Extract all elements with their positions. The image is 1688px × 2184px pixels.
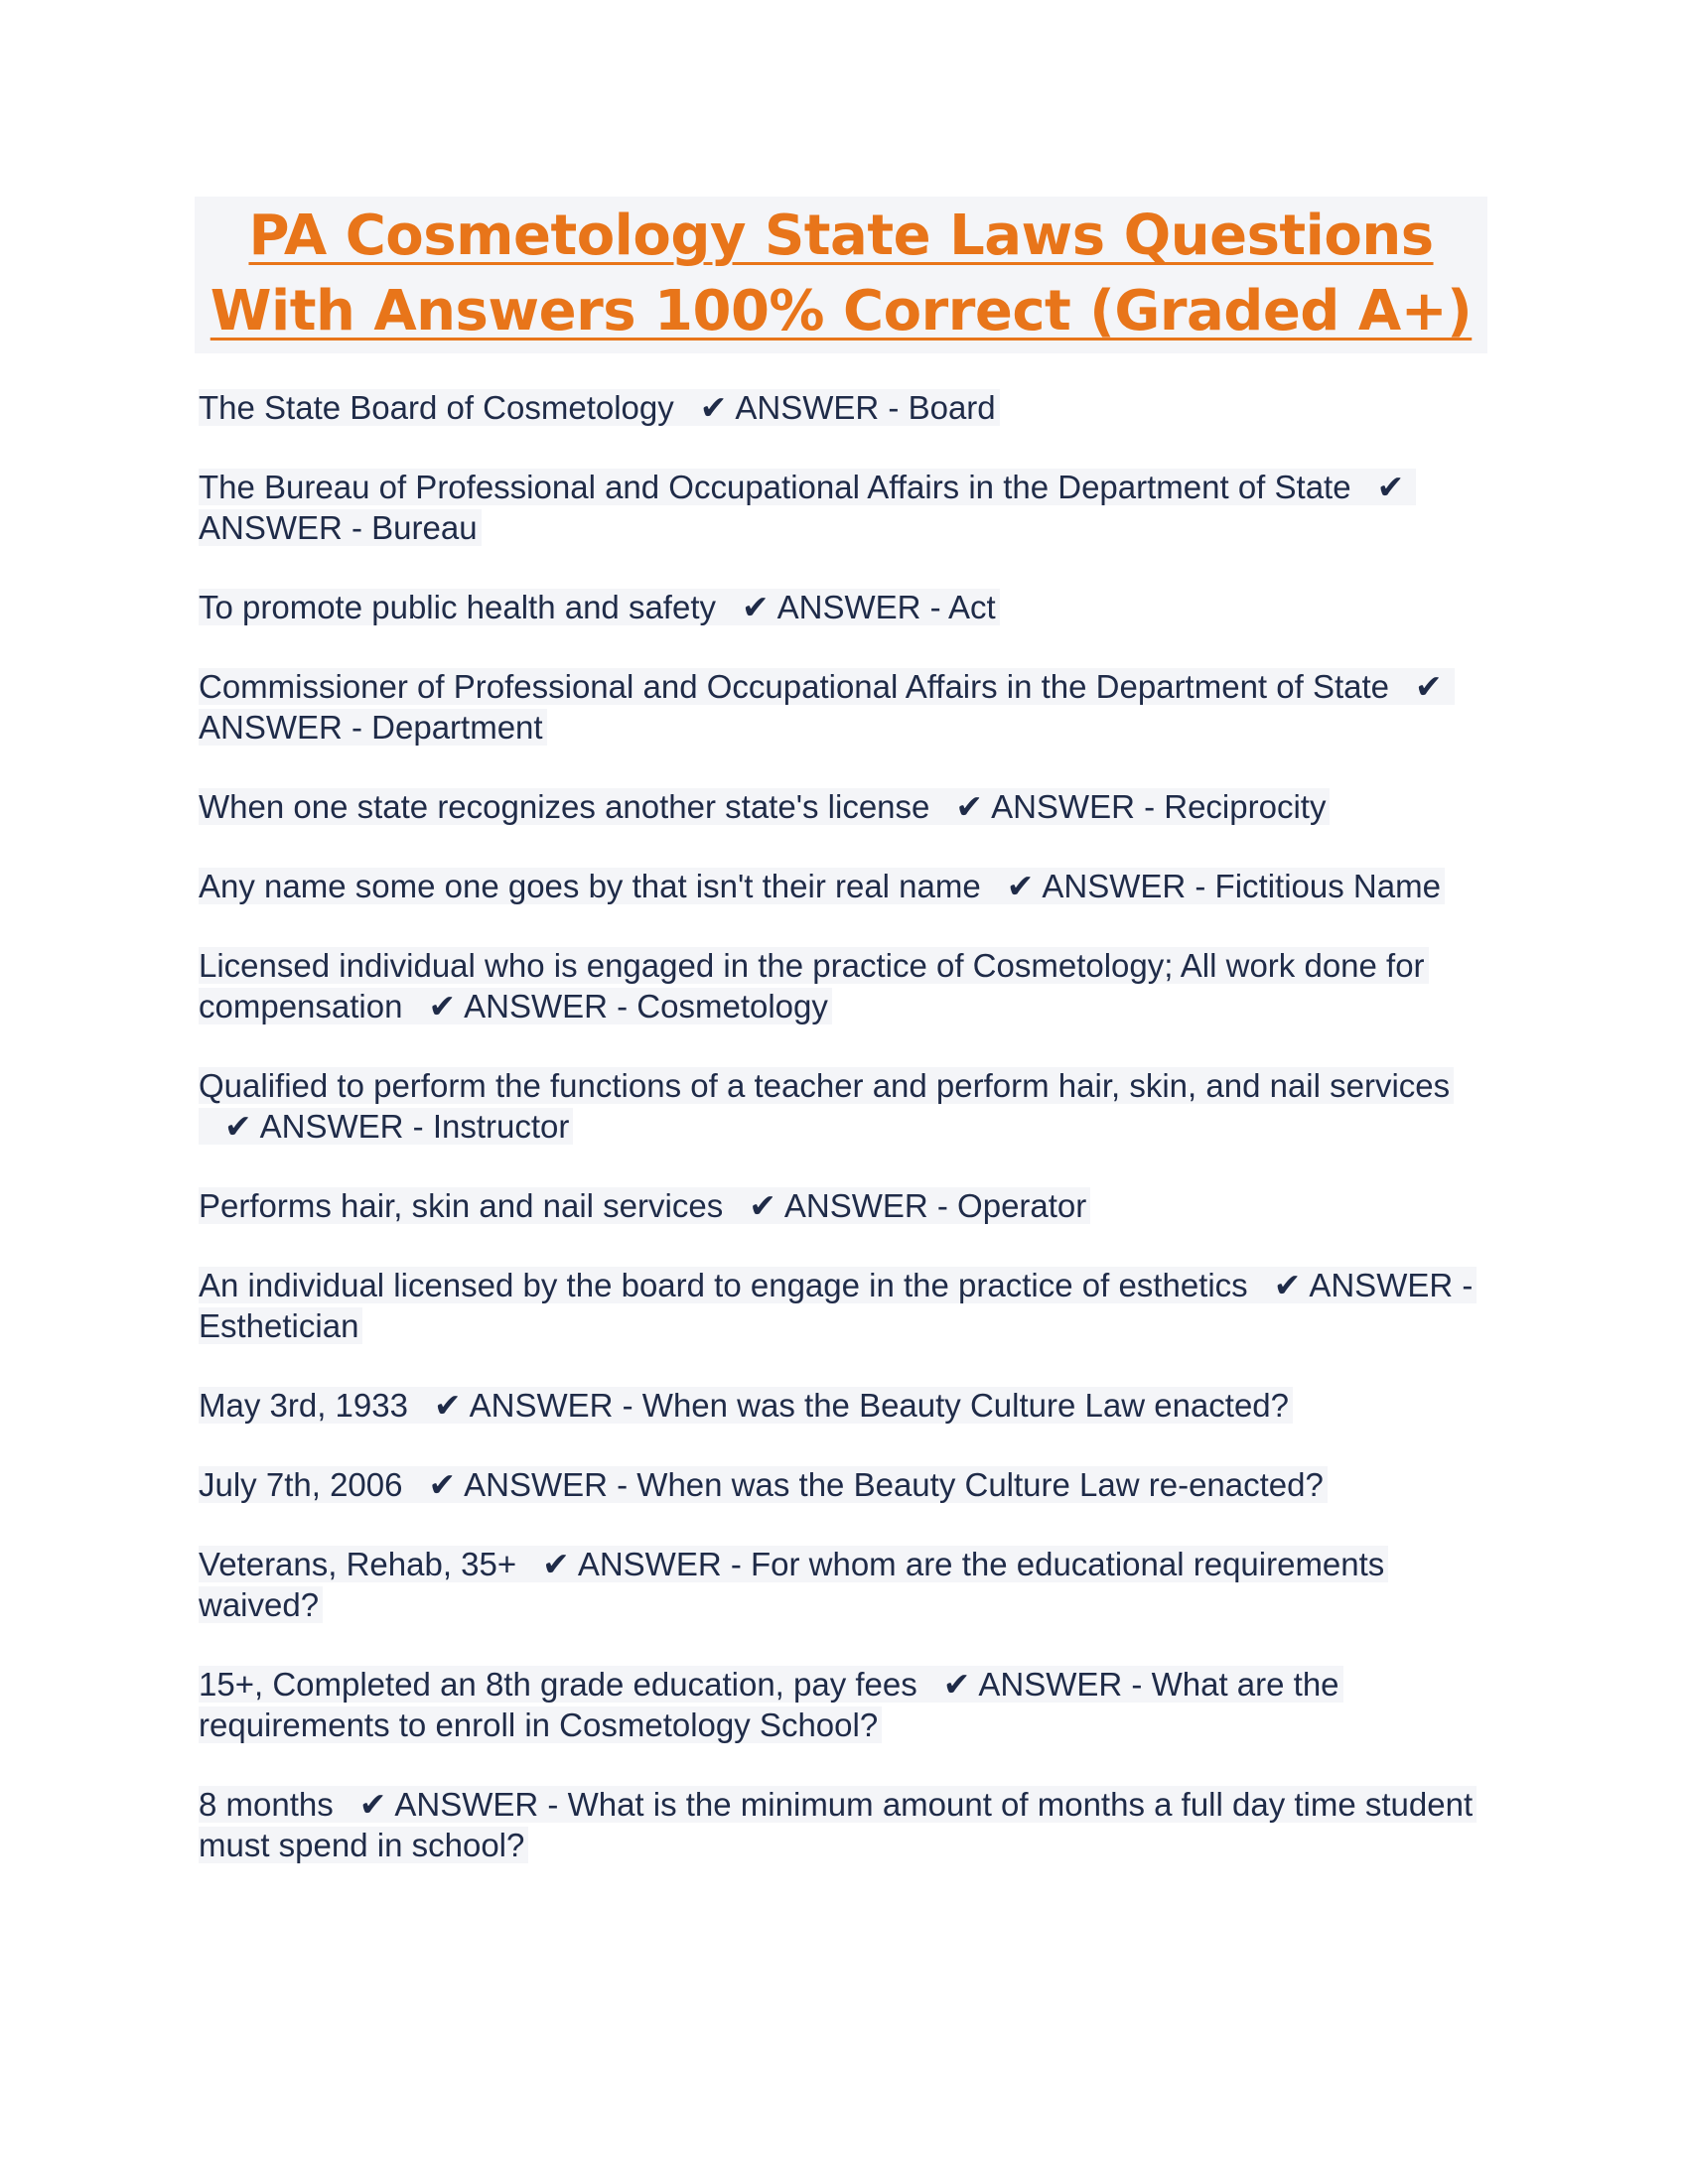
- qa-item: [199, 786, 1489, 827]
- qa-item: [199, 666, 1489, 748]
- answer-text: ANSWER - What is the minimum amount of months a full day time student must spend in school?: [199, 1786, 1474, 1863]
- qa-highlight: [199, 1267, 1477, 1344]
- question-text: Licensed individual who is engaged in the practice of Cosmetology; All work done for compensation: [199, 947, 1425, 1024]
- qa-item: [199, 1544, 1489, 1625]
- question-text: An individual licensed by the board to engage in the practice of esthetics: [199, 1267, 1248, 1303]
- check-icon: ✔: [942, 1666, 971, 1703]
- document-title: [195, 197, 1487, 353]
- qa-highlight: [199, 389, 1000, 426]
- question-text: The Bureau of Professional and Occupational Affairs in the Department of State: [199, 469, 1351, 505]
- answer-text: ANSWER - Act: [776, 589, 996, 625]
- check-icon: ✔: [749, 1187, 776, 1224]
- qa-item: [199, 1065, 1489, 1147]
- answer-text: ANSWER - Reciprocity: [991, 788, 1327, 825]
- question-text: 8 months: [199, 1786, 334, 1823]
- question-text: The State Board of Cosmetology: [199, 389, 674, 426]
- qa-highlight: [199, 1387, 1293, 1424]
- qa-item: [199, 1385, 1489, 1426]
- question-text: Veterans, Rehab, 35+: [199, 1546, 517, 1582]
- question-text: Qualified to perform the functions of a teacher and perform hair, skin, and nail services: [199, 1067, 1451, 1104]
- qa-highlight: [199, 1666, 1343, 1743]
- answer-text: ANSWER - When was the Beauty Culture Law re-enacted?: [464, 1466, 1324, 1503]
- qa-item: [199, 467, 1489, 548]
- qa-item: [199, 1784, 1489, 1865]
- check-icon: ✔: [1006, 868, 1035, 904]
- qa-item: [199, 1464, 1489, 1505]
- question-text: When one state recognizes another state's license: [199, 788, 930, 825]
- qa-item: [199, 866, 1489, 906]
- answer-text: ANSWER - When was the Beauty Culture Law enacted?: [469, 1387, 1290, 1424]
- answer-text: ANSWER - Bureau: [199, 509, 478, 546]
- answer-text: ANSWER - Department: [199, 709, 543, 746]
- qa-highlight: [199, 589, 1000, 625]
- answer-text: ANSWER - What are the requirements to enroll in Cosmetology School?: [199, 1666, 1339, 1743]
- answer-text: ANSWER - Fictitious Name: [1042, 868, 1441, 904]
- qa-item: [199, 1664, 1489, 1745]
- qa-highlight: [199, 1067, 1454, 1145]
- check-icon: ✔: [224, 1108, 252, 1145]
- question-text: 15+, Completed an 8th grade education, pay fees: [199, 1666, 917, 1703]
- check-icon: ✔: [1273, 1267, 1302, 1303]
- qa-highlight: [199, 668, 1455, 746]
- qa-item: [199, 945, 1489, 1026]
- check-icon: ✔: [1376, 469, 1405, 505]
- qa-item: [199, 587, 1489, 627]
- qa-highlight: [199, 1546, 1388, 1623]
- question-text: July 7th, 2006: [199, 1466, 403, 1503]
- qa-highlight: [199, 788, 1330, 825]
- qa-highlight: [199, 1187, 1090, 1224]
- answer-text: ANSWER - Instructor: [259, 1108, 570, 1145]
- qa-item: [199, 1185, 1489, 1226]
- answer-text: ANSWER - Cosmetology: [464, 988, 828, 1024]
- question-text: Commissioner of Professional and Occupational Affairs in the Department of State: [199, 668, 1390, 705]
- qa-list: [199, 387, 1489, 1904]
- answer-text: ANSWER - Board: [735, 389, 996, 426]
- check-icon: ✔: [433, 1387, 462, 1424]
- qa-highlight: [199, 1466, 1328, 1503]
- question-text: May 3rd, 1933: [199, 1387, 408, 1424]
- qa-item: [199, 1265, 1489, 1346]
- check-icon: ✔: [742, 589, 770, 625]
- qa-highlight: [199, 868, 1445, 904]
- check-icon: ✔: [428, 1466, 457, 1503]
- title-line-2: With Answers 100% Correct (Graded A+): [210, 279, 1473, 343]
- qa-highlight: [199, 469, 1416, 546]
- check-icon: ✔: [428, 988, 457, 1024]
- answer-text: ANSWER - Operator: [783, 1187, 1087, 1224]
- question-text: Any name some one goes by that isn't their real name: [199, 868, 981, 904]
- check-icon: ✔: [955, 788, 984, 825]
- check-icon: ✔: [1415, 668, 1443, 705]
- check-icon: ✔: [542, 1546, 570, 1582]
- check-icon: ✔: [699, 389, 728, 426]
- question-text: Performs hair, skin and nail services: [199, 1187, 724, 1224]
- question-text: To promote public health and safety: [199, 589, 716, 625]
- check-icon: ✔: [358, 1786, 387, 1823]
- qa-highlight: [199, 1786, 1477, 1863]
- answer-text: ANSWER - For whom are the educational requirements waived?: [199, 1546, 1385, 1623]
- title-line-1: PA Cosmetology State Laws Questions: [248, 204, 1434, 268]
- answer-text: ANSWER - Esthetician: [199, 1267, 1474, 1344]
- qa-item: [199, 387, 1489, 428]
- qa-highlight: [199, 947, 1429, 1024]
